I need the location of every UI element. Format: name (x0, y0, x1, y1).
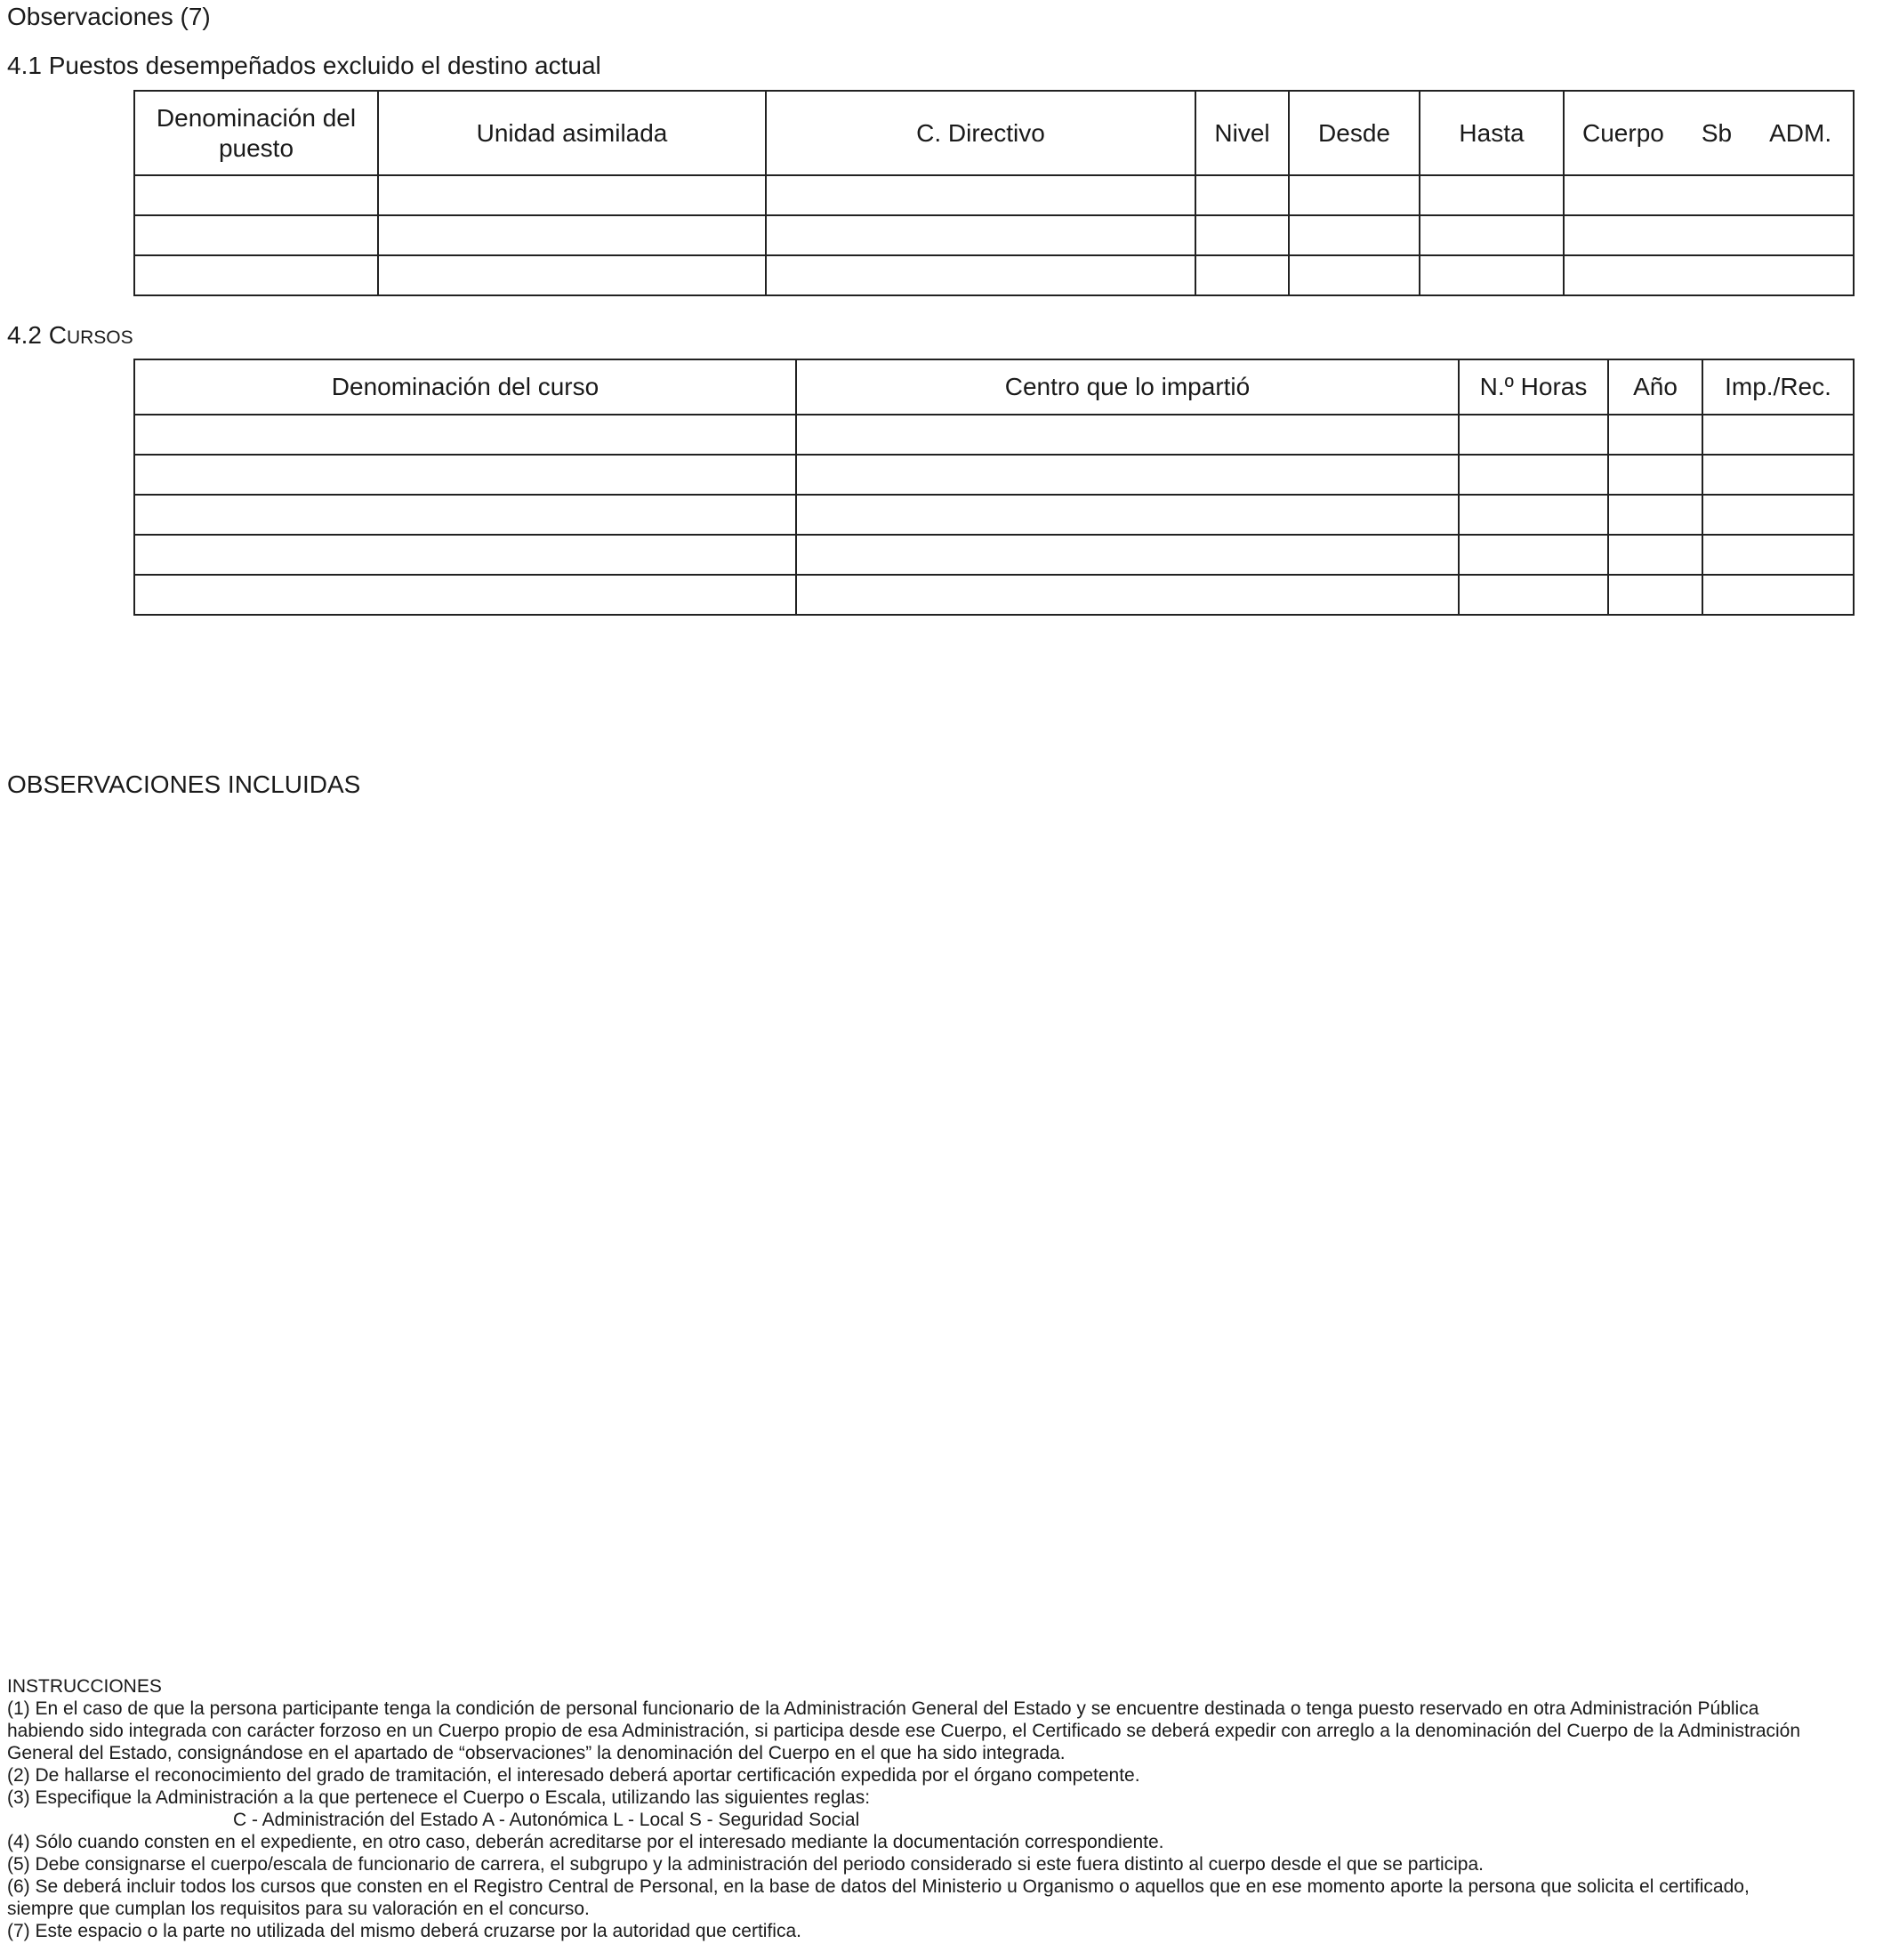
instrucciones-title: INSTRUCCIONES (7, 1676, 162, 1697)
cell-horas[interactable] (1459, 415, 1608, 455)
cell-directivo[interactable] (766, 255, 1195, 295)
instruccion-line: (4) Sólo cuando consten en el expediente, en otro caso, deberán acreditarse por el interesado mediante la documentación correspondiente. (7, 1832, 1164, 1852)
observaciones-heading: Observaciones (7) (7, 3, 211, 30)
cell-cuerpo[interactable] (1564, 255, 1854, 295)
cell-hasta[interactable] (1420, 175, 1564, 215)
instruccion-line: (2) De hallarse el reconocimiento del grado de tramitación, el interesado deberá aportar certificación expedida por el órgano competente. (7, 1765, 1140, 1786)
cell-horas[interactable] (1459, 575, 1608, 615)
cell-centro[interactable] (796, 495, 1459, 535)
cell-hasta[interactable] (1420, 215, 1564, 255)
header-denominacion-curso: Denominación del curso (134, 359, 796, 415)
cell-imp[interactable] (1702, 415, 1854, 455)
cell-denominacion[interactable] (134, 175, 378, 215)
header-cuerpo: Cuerpo (1582, 118, 1664, 147)
section-4-2-heading: 4.2 CURSOS (7, 321, 133, 349)
puestos-header-row (134, 91, 1854, 175)
cell-horas[interactable] (1459, 455, 1608, 495)
instruccion-line: habiendo sido integrada con carácter forzoso en un Cuerpo propio de esa Administración, si participa desde ese Cuerpo, el Certificado se deberá expedir con arreglo a la denominación del Cuerpo de la Administración (7, 1721, 1801, 1741)
table-row (134, 455, 1854, 495)
cell-curso[interactable] (134, 455, 796, 495)
header-denominacion-puesto: Denominación del puesto (134, 91, 378, 175)
cursos-header-row (134, 359, 1854, 415)
cell-curso[interactable] (134, 415, 796, 455)
cell-directivo[interactable] (766, 215, 1195, 255)
cell-anio[interactable] (1608, 455, 1702, 495)
table-row (134, 175, 1854, 215)
instruccion-line: (7) Este espacio o la parte no utilizada del mismo deberá cruzarse por la autoridad que certifica. (7, 1921, 801, 1941)
cell-directivo[interactable] (766, 175, 1195, 215)
header-imp-rec: Imp./Rec. (1702, 359, 1854, 415)
puestos-table (133, 90, 1855, 296)
header-nivel: Nivel (1195, 91, 1289, 175)
cell-cuerpo[interactable] (1564, 175, 1854, 215)
cell-centro[interactable] (796, 535, 1459, 575)
header-centro-directivo: C. Directivo (766, 91, 1195, 175)
cell-anio[interactable] (1608, 415, 1702, 455)
instruccion-line: (6) Se deberá incluir todos los cursos que consten en el Registro Central de Personal, en la base de datos del Ministerio u Organismo o aquellos que en ese momento aporte la persona que solicita el certificado, (7, 1876, 1750, 1897)
instruccion-line: siempre que cumplan los requisitos para su valoración en el concurso. (7, 1899, 590, 1919)
cell-unidad[interactable] (378, 255, 766, 295)
cell-nivel[interactable] (1195, 215, 1289, 255)
instruccion-line: (1) En el caso de que la persona participante tenga la condición de personal funcionario de la Administración General del Estado y se encuentre destinada o tenga puesto reservado en otra Administración Pública (7, 1698, 1759, 1719)
header-centro: Centro que lo impartió (796, 359, 1459, 415)
table-row (134, 495, 1854, 535)
cell-denominacion[interactable] (134, 215, 378, 255)
cell-centro[interactable] (796, 455, 1459, 495)
cell-nivel[interactable] (1195, 175, 1289, 215)
instruccion-line: (3) Especifique la Administración a la que pertenece el Cuerpo o Escala, utilizando las siguientes reglas: (7, 1787, 871, 1808)
cell-desde[interactable] (1289, 255, 1420, 295)
cursos-table (133, 359, 1855, 616)
observaciones-incluidas-heading: OBSERVACIONES INCLUIDAS (7, 770, 361, 798)
table-row (134, 535, 1854, 575)
table-row (134, 575, 1854, 615)
cell-desde[interactable] (1289, 215, 1420, 255)
header-horas: N.º Horas (1459, 359, 1608, 415)
cell-cuerpo[interactable] (1564, 215, 1854, 255)
section-4-1-heading: 4.1 Puestos desempeñados excluido el destino actual (7, 52, 601, 79)
header-anio: Año (1608, 359, 1702, 415)
cell-anio[interactable] (1608, 575, 1702, 615)
table-row (134, 255, 1854, 295)
cell-unidad[interactable] (378, 175, 766, 215)
instruccion-line: (5) Debe consignarse el cuerpo/escala de funcionario de carrera, el subgrupo y la administración del periodo considerado si este fuera distinto al cuerpo desde el que se participa. (7, 1854, 1484, 1875)
header-cuerpo-sb-adm (1564, 91, 1854, 175)
cell-anio[interactable] (1608, 495, 1702, 535)
cell-nivel[interactable] (1195, 255, 1289, 295)
cell-imp[interactable] (1702, 455, 1854, 495)
header-desde: Desde (1289, 91, 1420, 175)
cell-denominacion[interactable] (134, 255, 378, 295)
header-sb: Sb (1701, 118, 1733, 147)
cell-curso[interactable] (134, 495, 796, 535)
cell-hasta[interactable] (1420, 255, 1564, 295)
table-row (134, 415, 1854, 455)
cell-centro[interactable] (796, 575, 1459, 615)
instrucciones-block (7, 1675, 1884, 1942)
header-hasta: Hasta (1420, 91, 1564, 175)
cell-horas[interactable] (1459, 535, 1608, 575)
cell-desde[interactable] (1289, 175, 1420, 215)
instruccion-line: General del Estado, consignándose en el apartado de “observaciones” la denominación del Cuerpo en el que ha sido integrada. (7, 1743, 1066, 1763)
cell-anio[interactable] (1608, 535, 1702, 575)
header-unidad-asimilada: Unidad asimilada (378, 91, 766, 175)
cell-horas[interactable] (1459, 495, 1608, 535)
instruccion-line-reglas: C - Administración del Estado A - Autonómica L - Local S - Seguridad Social (233, 1810, 860, 1830)
cell-imp[interactable] (1702, 495, 1854, 535)
cell-curso[interactable] (134, 535, 796, 575)
cell-imp[interactable] (1702, 575, 1854, 615)
table-row (134, 215, 1854, 255)
cell-curso[interactable] (134, 575, 796, 615)
cell-unidad[interactable] (378, 215, 766, 255)
cell-centro[interactable] (796, 415, 1459, 455)
header-adm: ADM. (1769, 118, 1832, 147)
cell-imp[interactable] (1702, 535, 1854, 575)
